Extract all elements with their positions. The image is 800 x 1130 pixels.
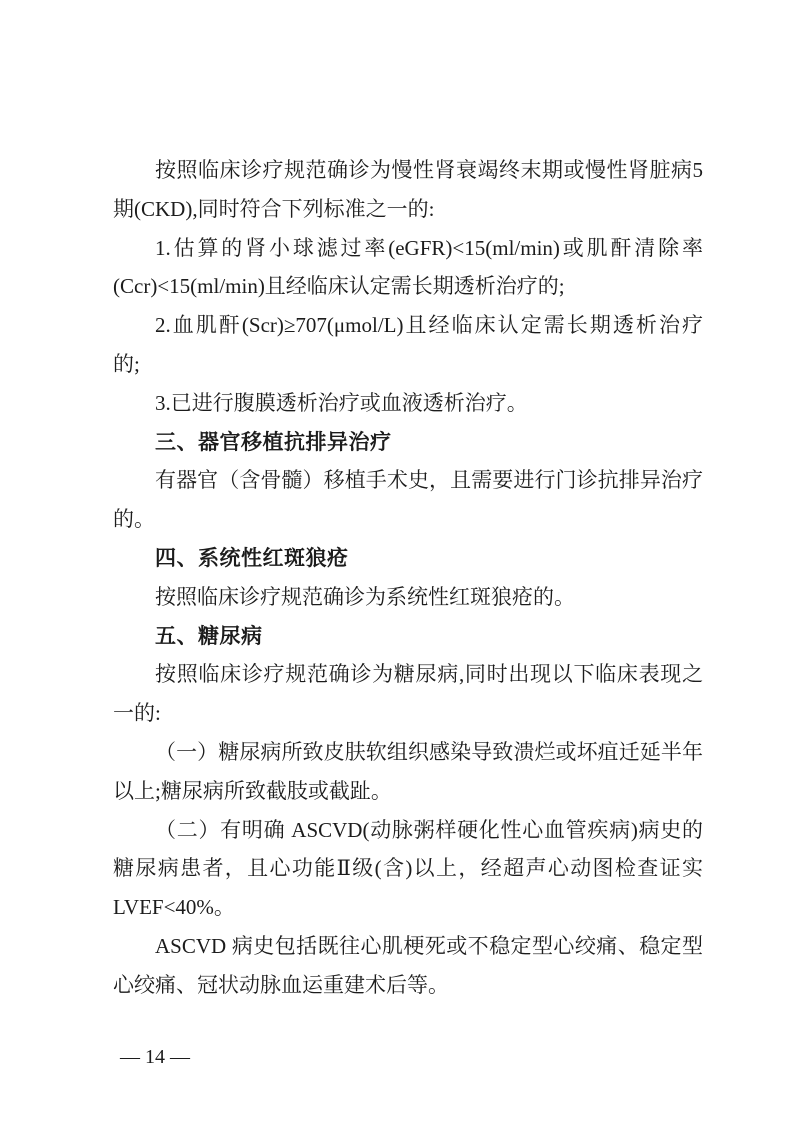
section-5-heading: 五、糖尿病 xyxy=(155,623,263,648)
sub-item-1-line: （一）糖尿病所致皮肤软组织感染导致溃烂或坏疽迁延半年 xyxy=(155,739,703,764)
ascvd-note-line: 心绞痛、冠状动脉血运重建术后等。 xyxy=(113,972,449,997)
document-body xyxy=(113,151,703,1005)
sub-item-1-line: 以上;糖尿病所致截肢或截趾。 xyxy=(113,778,392,803)
ascvd-note-line: ASCVD 病史包括既往心肌梗死或不稳定型心绞痛、稳定型 xyxy=(155,933,703,958)
criterion-2-line: 2.血肌酐(Scr)≥707(μmol/L)且经临床认定需长期透析治疗 xyxy=(155,313,703,338)
section-4-text-line: 按照临床诊疗规范确诊为系统性红斑狼疮的。 xyxy=(155,584,575,609)
intro-paragraph-line: 期(CKD),同时符合下列标准之一的: xyxy=(113,196,435,221)
sub-item-2-line: 糖尿病患者，且心功能Ⅱ级(含)以上，经超声心动图检查证实 xyxy=(113,856,703,881)
sub-item-2-line: （二）有明确 ASCVD(动脉粥样硬化性心血管疾病)病史的 xyxy=(155,817,703,842)
section-3-heading: 三、器官移植抗排异治疗 xyxy=(155,429,392,454)
section-3-text-line: 的。 xyxy=(113,507,155,532)
criterion-3-line: 3.已进行腹膜透析治疗或血液透析治疗。 xyxy=(155,390,528,415)
criterion-1-line: 1.估算的肾小球滤过率(eGFR)<15(ml/min)或肌酐清除率 xyxy=(155,235,703,260)
intro-paragraph-line: 按照临床诊疗规范确诊为慢性肾衰竭终末期或慢性肾脏病5 xyxy=(155,158,703,182)
section-4-heading: 四、系统性红斑狼疮 xyxy=(155,545,349,570)
sub-item-2-line: LVEF<40%。 xyxy=(113,895,235,920)
section-3-text-line: 有器官（含骨髓）移植手术史，且需要进行门诊抗排异治疗 xyxy=(155,468,703,493)
criterion-2-line: 的; xyxy=(113,351,140,376)
page-number: — 14 — xyxy=(120,1046,190,1068)
criterion-1-line: (Ccr)<15(ml/min)且经临床认定需长期透析治疗的; xyxy=(113,274,565,299)
section-5-text-line: 按照临床诊疗规范确诊为糖尿病,同时出现以下临床表现之 xyxy=(155,662,703,687)
section-5-text-line: 一的: xyxy=(113,701,161,726)
